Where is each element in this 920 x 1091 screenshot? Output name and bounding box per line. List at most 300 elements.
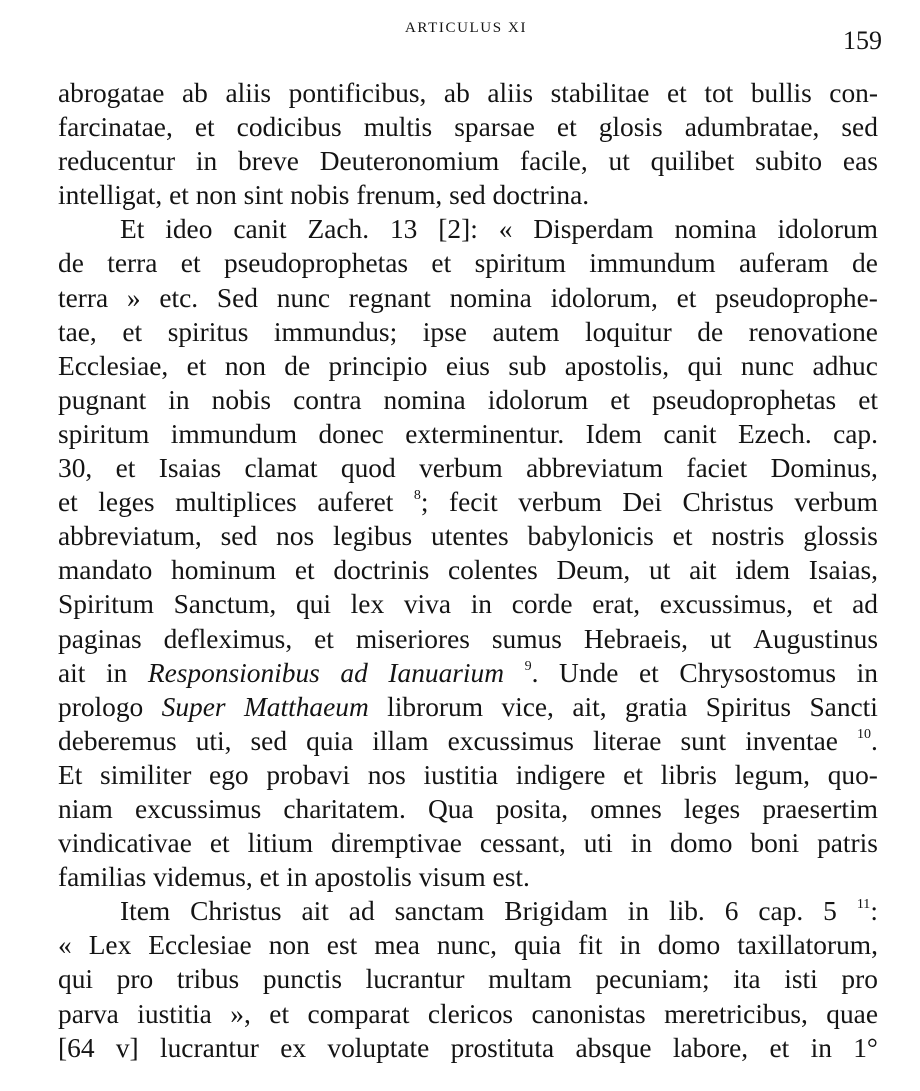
word: in [630,828,653,859]
word: clamat [244,453,318,484]
word: et [122,316,143,347]
word: Christus [190,896,282,927]
word: nos [367,759,406,790]
word: utentes [431,521,509,552]
word: fecit [449,487,498,518]
word: spiritum [58,418,150,449]
word: ipse [422,316,467,347]
word: erat, [592,589,641,620]
word: frenum, [356,180,443,211]
word: pro [841,964,878,995]
word: canonistas [531,998,646,1029]
word: apostolis, [564,350,670,381]
word: pro [116,964,154,995]
word: Disperdam [533,214,654,245]
word: [64 [58,1032,95,1063]
word: prologo [58,691,144,722]
word: 13 [389,214,418,245]
word: Dei [622,487,662,518]
word: Spiritum [58,589,154,620]
word: Deuteronomium [319,146,500,177]
word: legibus [333,521,413,552]
word: sunt [680,725,727,756]
word: breve [238,146,299,177]
word: apostolis [314,862,412,893]
word: contra [293,384,362,415]
word: Augustinus [753,623,878,654]
word: immundum [170,418,298,449]
text-line [58,281,878,315]
word: fit [578,930,603,961]
word: nos [276,521,315,552]
word: pseudoprophetas [652,384,837,415]
word: Isaias [158,453,222,484]
word: Et [120,214,145,245]
text-line [58,587,878,621]
word: nunc, [436,930,497,961]
word: legum, [734,759,810,790]
word: ut [649,555,671,586]
word: et [623,759,643,790]
word: diremptivae [331,828,462,859]
word: nomina [383,384,466,415]
footnote-marker: 11 [856,897,871,913]
word: pseudoprophe- [715,282,878,313]
word: Ianuarium [388,657,505,688]
word: doctrina. [492,180,590,211]
word: Spiritus [705,691,792,722]
word: adumbratae, [684,112,820,143]
word: doctrinis [333,555,430,586]
word: domo [670,828,733,859]
word: pseudoprophetas [223,248,409,279]
word: Responsionibus [147,657,320,688]
word: multis [363,112,433,143]
word: probavi [266,759,350,790]
word: Zach. [307,214,370,245]
word: viva [403,589,451,620]
word: ait [689,555,717,586]
word: et [194,112,215,143]
word: et [180,248,201,279]
word: quod [340,453,396,484]
word: donec [318,418,384,449]
word: ideo [165,214,213,245]
word: taxillatorum, [737,930,878,961]
word: nomina [674,214,757,245]
word: con- [829,78,878,108]
word: domo [657,930,721,961]
word: literae [592,725,662,756]
word: in [856,657,878,688]
word: illam [372,725,429,756]
word: loquitur [584,316,672,347]
word: pecuniam; [595,964,710,995]
word: litium [247,828,314,859]
word: eas [842,146,878,177]
word: idolorum, [550,282,658,313]
word: nobis [290,180,350,211]
word: ex [280,1032,307,1063]
word: Dominus, [770,453,878,484]
word: idolorum [487,384,589,415]
word: multiplices [175,487,297,518]
word: intelligat, [58,180,163,211]
word: Ezech. [737,418,812,449]
word: patris [817,828,878,859]
text-line [58,826,878,860]
word: Sed [216,282,258,313]
word: punctis [262,964,342,995]
word: in [286,862,308,893]
word: quia [306,725,354,756]
word: terra [58,282,109,313]
word: immundum [589,248,716,279]
word: abbreviatum, [58,521,202,552]
word: hominum [171,555,277,586]
word: [2]: [438,214,478,245]
word: $^{11}$: [856,896,878,927]
word: familias [58,862,147,893]
word: deberemus [58,725,177,756]
word: $^8$; [413,487,429,518]
word: inventae [745,725,838,756]
word: voluptate [327,1032,430,1063]
word: sint [243,180,284,211]
word: comparat [307,998,410,1029]
text-line [58,178,878,212]
word: videmus, [153,862,253,893]
word: absque [575,1032,652,1063]
word: » [126,282,141,313]
word: Brigidam [504,896,608,927]
word: in [195,146,218,177]
word: ut [608,146,630,177]
word: qui [295,589,331,620]
word: Et [58,759,83,790]
word: pontificibus, [288,78,427,108]
word: ait [301,896,329,927]
word: idolorum [777,214,878,245]
word: principio [328,350,428,381]
word: uti [583,828,613,859]
word: Deum, [556,555,631,586]
word: ut [709,623,732,654]
running-head: ARTICULUS XI [405,20,528,36]
word: Isaias, [808,555,878,586]
word: isti [784,964,818,995]
word: et [186,350,207,381]
word: idem [735,555,791,586]
word: et [169,180,189,211]
word: paginas [58,623,142,654]
word: sed [841,112,878,143]
word: cap. [758,896,804,927]
word: sumus [491,623,562,654]
word: vindicativae [58,828,192,859]
word: codicibus [236,112,342,143]
text-line [58,383,878,417]
word: ait [58,657,86,688]
word: lucrantur [160,1032,259,1063]
word: mea [374,930,420,961]
word: non [224,350,266,381]
word: aliis [225,78,272,108]
word: verbum [794,487,878,518]
word: et [115,453,136,484]
word: Item [120,896,171,927]
word: excussimus [447,725,574,756]
word: Ecclesiae [148,930,252,961]
word: sed [250,725,288,756]
word: de [58,248,84,279]
word: quia [513,930,562,961]
word: charitatem. [283,793,406,824]
footnote-marker: 10 [857,726,872,742]
word: 5 [823,896,837,927]
text-line [58,110,878,144]
word: praesertim [762,793,878,824]
word: prostituta [450,1032,555,1063]
word: in [619,930,641,961]
word: et [769,1032,790,1063]
footnote-marker: 9 [524,658,532,674]
word: pugnant [58,384,147,415]
text-line [58,349,878,383]
text-line [58,690,878,724]
word: Qua [427,793,474,824]
word: $^9$. [524,657,539,688]
body-text [58,76,878,1065]
word: quae [826,998,878,1029]
word: et [610,384,631,415]
word: ad [340,657,368,688]
word: lex [350,589,385,620]
word: canit [663,418,717,449]
text-line [58,76,878,110]
word: v] [115,1032,139,1063]
word: et [858,384,878,415]
word: facile, [520,146,588,177]
word: in [810,1032,832,1063]
word: non [195,180,237,211]
word: Sancti [809,691,878,722]
text-line [58,622,878,656]
word: et [58,487,78,518]
word: libris [660,759,717,790]
word: glossis [803,521,878,552]
word: exterminentur. [405,418,565,449]
text-line [58,792,878,826]
text-line [58,144,878,178]
word: verbum [419,453,503,484]
word: meretricibus, [664,998,808,1029]
word: auferam [738,248,829,279]
word: abbreviatum [526,453,664,484]
text-line [58,485,878,519]
word: ait, [572,691,607,722]
word: gratia [624,691,688,722]
word: non [268,930,310,961]
word: ab [443,78,470,108]
text-line [58,860,878,894]
word: tribus [176,964,240,995]
word: colentes [447,555,538,586]
word: autem [492,316,560,347]
word: Sanctum, [173,589,277,620]
word: etc. [159,282,199,313]
word: est [326,930,358,961]
word: et [209,828,230,859]
word: boni [750,828,800,859]
word: et [556,112,577,143]
word: reducentur [58,146,176,177]
word: subito [755,146,823,177]
word: auferet [317,487,394,518]
word: de [697,316,724,347]
word: qui [58,964,94,995]
word: sed [449,180,486,211]
word: nunc [276,282,330,313]
word: excussimus [134,793,262,824]
word: labore, [672,1032,749,1063]
word: indigere [515,759,606,790]
word: cessant, [479,828,566,859]
text-line [58,246,878,280]
word: mandato [58,555,153,586]
word: cap. [833,418,878,449]
word: farcinatae, [58,112,173,143]
word: eius [445,350,490,381]
word: leges [683,793,741,824]
text-line [58,451,878,485]
word: et [676,282,697,313]
word: et [269,998,290,1029]
text-line [58,962,878,996]
word: ab [182,78,208,108]
text-line [58,724,878,758]
text-line [58,212,878,246]
text-line [58,997,878,1031]
word: spiritum [474,248,566,279]
word: multam [488,964,572,995]
word: glosis [598,112,663,143]
word: adhuc [812,350,878,381]
word: et [667,78,687,108]
word: in [470,589,492,620]
page-number: 159 [843,26,882,55]
text-line [58,928,878,962]
word: Hebraeis, [583,623,689,654]
word: ita [733,964,761,995]
word: 30, [58,453,93,484]
word: ego [209,759,249,790]
word: nostris [711,521,785,552]
word: « [58,930,72,961]
word: et [638,657,659,688]
word: sanctam [394,896,485,927]
word: faciet [686,453,748,484]
word: sparsae [454,112,535,143]
word: terra [107,248,158,279]
word: et [314,623,334,654]
word: Chrysostomus [679,657,837,688]
text-line [58,315,878,349]
word: et [431,248,452,279]
word: quo- [827,759,878,790]
word: iustitia [137,998,212,1029]
word: ad [348,896,375,927]
word: posita, [495,793,569,824]
word: regnant [348,282,431,313]
word: parva [58,998,119,1029]
word: nomina [449,282,532,313]
word: tae, [58,316,97,347]
word: renovatione [748,316,878,347]
word: defleximus, [163,623,293,654]
word: in [627,896,650,927]
word: Lex [88,930,132,961]
word: similiter [100,759,192,790]
word: lucrantur [365,964,465,995]
word: uti, [195,725,232,756]
word: in [168,384,190,415]
word: leges [98,487,155,518]
word: Idem [585,418,642,449]
word: de [284,350,311,381]
word: stabilitae [550,78,650,108]
word: niam [58,793,113,824]
word: et [294,555,315,586]
word: et [672,521,693,552]
word: spiritus [167,316,249,347]
word: Ecclesiae, [58,350,169,381]
word: vice, [501,691,554,722]
word: canit [233,214,287,245]
word: », [230,998,251,1029]
word: 1° [853,1032,878,1063]
word: quilibet [650,146,735,177]
text-line [58,894,878,928]
footnote-marker: 8 [413,488,421,504]
word: nunc [740,350,795,381]
word: de [852,248,878,279]
word: nobis [211,384,272,415]
word: excussimus, [659,589,793,620]
word: miseriores [355,623,470,654]
word: Matthaeum [243,691,369,722]
text-line [58,758,878,792]
word: qui [687,350,723,381]
text-line [58,656,878,690]
word: omnes [590,793,662,824]
word: « [498,214,513,245]
word: et [812,589,833,620]
word: et [259,862,280,893]
text-line [58,553,878,587]
word: tot [704,78,734,108]
word: clericos [427,998,514,1029]
text-line [58,417,878,451]
word: in [105,657,128,688]
word: iustitia [423,759,499,790]
word: Christus [682,487,774,518]
word: visum [418,862,486,893]
word: sed [220,521,258,552]
text-line [58,1031,878,1065]
word: bullis [750,78,812,108]
text-line [58,519,878,553]
